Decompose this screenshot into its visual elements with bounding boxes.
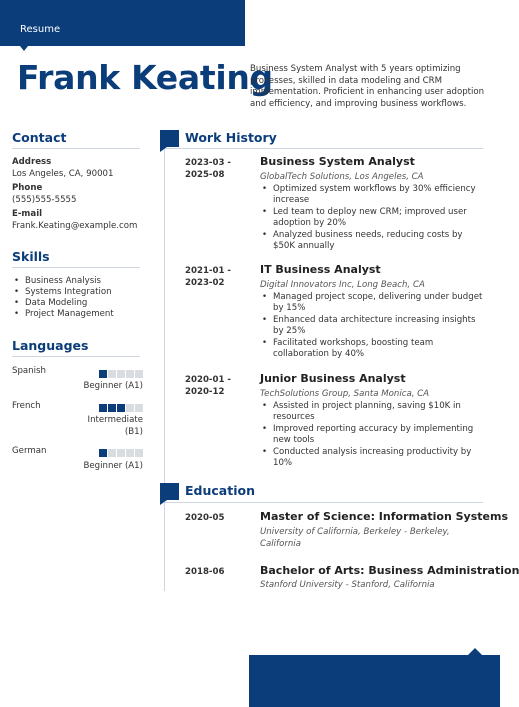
rating-square xyxy=(117,404,125,412)
rating-square xyxy=(117,370,125,378)
job-bullet: • Led team to deploy new CRM; improved user adoption by 20% xyxy=(260,207,485,229)
job-bullet: • Optimized system workflows by 30% efficiency increase xyxy=(260,184,485,206)
language-name: French xyxy=(12,401,41,411)
rating-square xyxy=(126,370,134,378)
degree-separator: : xyxy=(370,510,379,523)
skills-rule xyxy=(12,267,140,268)
education-rule xyxy=(165,502,483,503)
job-title: Business System Analyst xyxy=(260,155,415,168)
rating-square xyxy=(135,404,143,412)
language-name: Spanish xyxy=(12,366,46,376)
languages-heading: Languages xyxy=(12,338,89,353)
skill-item: • Data Modeling xyxy=(12,298,114,309)
job-bullets xyxy=(260,401,485,470)
language-name: German xyxy=(12,446,47,456)
education-degree xyxy=(260,564,519,577)
education-degree xyxy=(260,510,508,523)
contact-rule xyxy=(12,148,140,149)
job-date-start: 2023-03 - xyxy=(185,158,232,168)
work-history-heading: Work History xyxy=(185,130,277,145)
timeline-line xyxy=(164,148,165,591)
email-value[interactable]: Frank.Keating@example.com xyxy=(12,221,138,231)
summary-text: Business System Analyst with 5 years optimizing processes, skilled in data modeling and CRM implementation. Proficient in enhancing user adoption and efficiency, and improving business workflows. xyxy=(250,64,485,109)
language-level: Beginner (A1) xyxy=(83,461,143,471)
address-label: Address xyxy=(12,157,52,167)
job-title: Junior Business Analyst xyxy=(260,372,406,385)
job-company: GlobalTech Solutions, Los Angeles, CA xyxy=(260,172,424,182)
address-value: Los Angeles, CA, 90001 xyxy=(12,169,114,179)
rating-square xyxy=(135,449,143,457)
job-bullet: • Analyzed business needs, reducing costs by $50K annually xyxy=(260,230,485,252)
resume-label: Resume xyxy=(20,24,61,35)
skills-list xyxy=(12,276,114,320)
phone-label: Phone xyxy=(12,183,43,193)
education-date: 2018-06 xyxy=(185,567,225,577)
language-level: Beginner (A1) xyxy=(83,381,143,391)
rating-square xyxy=(108,404,116,412)
degree-name: Master of Science xyxy=(260,510,371,523)
work-history-flag xyxy=(160,130,179,147)
rating-square xyxy=(99,404,107,412)
degree-field: Information Systems xyxy=(378,510,508,523)
degree-name: Bachelor of Arts xyxy=(260,564,361,577)
job-bullets xyxy=(260,184,485,253)
job-bullet: • Facilitated workshops, boosting team collaboration by 40% xyxy=(260,338,485,360)
job-date-start: 2021-01 - xyxy=(185,266,232,276)
job-company: Digital Innovators Inc, Long Beach, CA xyxy=(260,280,425,290)
language-rating-bars xyxy=(99,370,145,378)
job-title: IT Business Analyst xyxy=(260,263,381,276)
banner-notch xyxy=(20,46,28,51)
rating-square xyxy=(117,449,125,457)
education-date: 2020-05 xyxy=(185,513,225,523)
job-company: TechSolutions Group, Santa Monica, CA xyxy=(260,389,430,399)
language-level: Intermediate (B1) xyxy=(87,415,143,437)
skill-item: • Systems Integration xyxy=(12,287,114,298)
job-date-end: 2020-12 xyxy=(185,387,225,397)
job-bullet: • Conducted analysis increasing productivity by 10% xyxy=(260,447,485,469)
skill-item: • Business Analysis xyxy=(12,276,114,287)
rating-square xyxy=(108,370,116,378)
email-label: E-mail xyxy=(12,209,43,219)
job-bullet: • Improved reporting accuracy by implementing new tools xyxy=(260,424,485,446)
language-rating-bars xyxy=(99,449,145,457)
job-bullets xyxy=(260,292,485,361)
job-bullet: • Managed project scope, delivering under budget by 15% xyxy=(260,292,485,314)
rating-square xyxy=(108,449,116,457)
job-bullet: • Enhanced data architecture increasing insights by 25% xyxy=(260,315,485,337)
contact-heading: Contact xyxy=(12,130,67,145)
rating-square xyxy=(99,449,107,457)
job-date-start: 2020-01 - xyxy=(185,375,232,385)
job-bullet: • Assisted in project planning, saving $10K in resources xyxy=(260,401,485,423)
job-date-end: 2025-08 xyxy=(185,170,225,180)
rating-square xyxy=(126,404,134,412)
job-date-end: 2023-02 xyxy=(185,278,225,288)
education-heading: Education xyxy=(185,483,255,498)
rating-square xyxy=(126,449,134,457)
rating-square xyxy=(135,370,143,378)
degree-field: Business Administration xyxy=(368,564,519,577)
education-school: Stanford University - Stanford, California xyxy=(260,580,435,590)
skills-heading: Skills xyxy=(12,249,50,264)
education-flag xyxy=(160,483,179,500)
phone-value: (555)555-5555 xyxy=(12,195,77,205)
rating-square xyxy=(99,370,107,378)
work-history-rule xyxy=(165,148,483,149)
languages-rule xyxy=(12,356,140,357)
education-school: University of California, Berkeley - Berkeley, California xyxy=(260,527,450,549)
skill-item: • Project Management xyxy=(12,309,114,320)
footer-block xyxy=(249,655,500,707)
language-rating-bars xyxy=(99,404,145,412)
header-banner xyxy=(0,0,245,46)
degree-separator: : xyxy=(360,564,369,577)
candidate-name: Frank Keating xyxy=(17,58,273,97)
